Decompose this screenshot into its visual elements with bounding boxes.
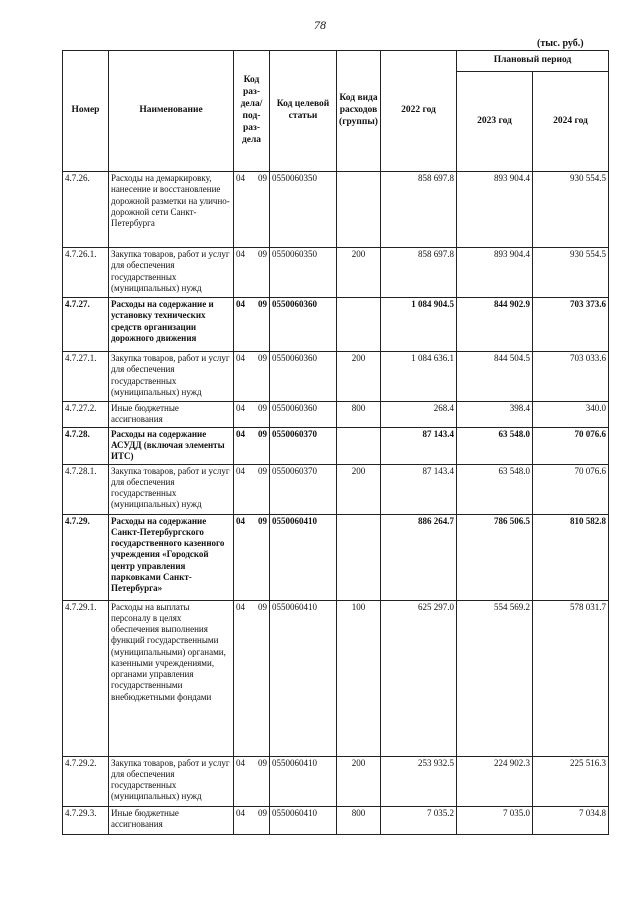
- row-value-2022: 7 035.2: [381, 806, 457, 834]
- row-expense-code: [337, 298, 381, 352]
- row-section-code: 04: [236, 601, 245, 612]
- row-name: Расходы на содержание АСУДД (включая элементы ИТС): [109, 427, 234, 464]
- row-section-code: 04: [236, 249, 245, 259]
- row-value-2022: 1 084 904.5: [381, 298, 457, 352]
- row-number: 4.7.29.3.: [63, 806, 109, 834]
- row-name: Закупка товаров, работ и услуг для обеспечения государственных (муниципальных) нужд: [109, 464, 234, 514]
- page-number: 78: [314, 18, 326, 32]
- budget-table: [62, 50, 609, 835]
- row-value-2024: 578 031.7: [533, 600, 609, 756]
- row-section: [234, 806, 270, 834]
- row-value-2022: 1 084 636.1: [381, 352, 457, 402]
- row-subsection-code: 09: [258, 757, 267, 768]
- row-number: 4.7.26.: [63, 172, 109, 248]
- row-value-2023: 844 902.9: [457, 298, 533, 352]
- row-target-code: 0550060410: [270, 806, 337, 834]
- row-name: Закупка товаров, работ и услуг для обеспечения государственных (муниципальных) нужд: [109, 756, 234, 806]
- row-number: 4.7.29.: [63, 514, 109, 600]
- row-value-2023: 224 902.3: [457, 756, 533, 806]
- row-subsection-code: 09: [258, 515, 267, 526]
- row-number: 4.7.29.2.: [63, 756, 109, 806]
- row-value-2023: 844 504.5: [457, 352, 533, 402]
- row-subsection-code: 09: [258, 428, 267, 439]
- row-section: [234, 756, 270, 806]
- row-subsection-code: 09: [258, 403, 267, 413]
- row-value-2024: 70 076.6: [533, 427, 609, 464]
- row-expense-code: 200: [337, 352, 381, 402]
- row-target-code: 0550060360: [270, 352, 337, 402]
- row-expense-code: 800: [337, 806, 381, 834]
- row-section-code: 04: [236, 428, 245, 439]
- row-number: 4.7.27.: [63, 298, 109, 352]
- row-section: [234, 352, 270, 402]
- table-row: [63, 514, 609, 600]
- row-number: 4.7.29.1.: [63, 600, 109, 756]
- row-section-code: 04: [236, 353, 245, 363]
- row-value-2022: 87 143.4: [381, 427, 457, 464]
- row-subsection-code: 09: [258, 807, 267, 818]
- header-2023: 2023 год: [457, 72, 533, 172]
- row-name: Иные бюджетные ассигнования: [109, 806, 234, 834]
- header-2022: 2022 год: [381, 51, 457, 172]
- row-section: [234, 172, 270, 248]
- row-value-2023: 893 904.4: [457, 172, 533, 248]
- row-target-code: 0550060360: [270, 402, 337, 428]
- row-name: Иные бюджетные ассигнования: [109, 402, 234, 428]
- row-value-2024: 340.0: [533, 402, 609, 428]
- row-value-2023: 398.4: [457, 402, 533, 428]
- row-value-2023: 786 506.5: [457, 514, 533, 600]
- header-expense: Код вида расходов (группы): [337, 51, 381, 172]
- row-target-code: 0550060410: [270, 514, 337, 600]
- row-section-code: 04: [236, 807, 245, 818]
- row-value-2024: 70 076.6: [533, 464, 609, 514]
- table-row: [63, 248, 609, 298]
- row-value-2022: 858 697.8: [381, 248, 457, 298]
- row-number: 4.7.28.1.: [63, 464, 109, 514]
- row-target-code: 0550060350: [270, 248, 337, 298]
- row-number: 4.7.27.2.: [63, 402, 109, 428]
- row-expense-code: 800: [337, 402, 381, 428]
- row-number: 4.7.28.: [63, 427, 109, 464]
- header-target: Код целевой статьи: [270, 51, 337, 172]
- row-section: [234, 402, 270, 428]
- row-name: Закупка товаров, работ и услуг для обеспечения государственных (муниципальных) нужд: [109, 248, 234, 298]
- table-row: [63, 402, 609, 428]
- row-section-code: 04: [236, 299, 245, 309]
- row-expense-code: [337, 514, 381, 600]
- row-section: [234, 514, 270, 600]
- row-value-2024: 225 516.3: [533, 756, 609, 806]
- header-number: Номер: [63, 51, 109, 172]
- table-row: [63, 172, 609, 248]
- row-section: [234, 298, 270, 352]
- row-section-code: 04: [236, 173, 245, 183]
- row-subsection-code: 09: [258, 353, 267, 363]
- row-target-code: 0550060360: [270, 298, 337, 352]
- row-section: [234, 600, 270, 756]
- row-subsection-code: 09: [258, 299, 267, 309]
- row-value-2022: 253 932.5: [381, 756, 457, 806]
- row-subsection-code: 09: [258, 173, 267, 183]
- row-subsection-code: 09: [258, 601, 267, 612]
- table-row: [63, 600, 609, 756]
- row-name: Расходы на содержание Санкт-Петербургского государственного казенного учреждения «Городской центр управления парковками Санкт-Петербурга»: [109, 514, 234, 600]
- row-section: [234, 427, 270, 464]
- row-target-code: 0550060350: [270, 172, 337, 248]
- row-number: 4.7.27.1.: [63, 352, 109, 402]
- row-value-2024: 930 554.5: [533, 172, 609, 248]
- row-value-2022: 886 264.7: [381, 514, 457, 600]
- row-value-2022: 87 143.4: [381, 464, 457, 514]
- row-number: 4.7.26.1.: [63, 248, 109, 298]
- row-value-2024: 810 582.8: [533, 514, 609, 600]
- row-expense-code: 200: [337, 248, 381, 298]
- row-value-2022: 858 697.8: [381, 172, 457, 248]
- table-row: [63, 352, 609, 402]
- row-value-2024: 930 554.5: [533, 248, 609, 298]
- row-expense-code: 200: [337, 464, 381, 514]
- table-row: [63, 298, 609, 352]
- row-expense-code: [337, 172, 381, 248]
- row-target-code: 0550060410: [270, 600, 337, 756]
- row-section-code: 04: [236, 515, 245, 526]
- table-row: [63, 464, 609, 514]
- table-row: [63, 756, 609, 806]
- row-value-2024: 703 033.6: [533, 352, 609, 402]
- row-target-code: 0550060370: [270, 427, 337, 464]
- row-value-2024: 703 373.6: [533, 298, 609, 352]
- row-value-2023: 63 548.0: [457, 464, 533, 514]
- row-section: [234, 464, 270, 514]
- row-section-code: 04: [236, 403, 245, 413]
- row-value-2022: 268.4: [381, 402, 457, 428]
- row-section: [234, 248, 270, 298]
- row-name: Расходы на выплаты персоналу в целях обеспечения выполнения функций государственными (муниципальными) органами, казенными учреждениями, органами управления государственными внебюджетными фондами: [109, 600, 234, 756]
- row-name: Закупка товаров, работ и услуг для обеспечения государственных (муниципальных) нужд: [109, 352, 234, 402]
- header-planned: Плановый период: [457, 51, 609, 72]
- row-expense-code: 100: [337, 600, 381, 756]
- row-expense-code: [337, 427, 381, 464]
- row-target-code: 0550060370: [270, 464, 337, 514]
- row-value-2023: 7 035.0: [457, 806, 533, 834]
- header-2024: 2024 год: [533, 72, 609, 172]
- table-row: [63, 806, 609, 834]
- row-subsection-code: 09: [258, 465, 267, 476]
- row-value-2024: 7 034.8: [533, 806, 609, 834]
- row-section-code: 04: [236, 757, 245, 768]
- units-label: (тыс. руб.): [537, 38, 584, 49]
- row-name: Расходы на демаркировку, нанесение и восстановление дорожной разметки на улично-дорожной сети Санкт-Петербурга: [109, 172, 234, 248]
- header-section: Код раз-дела/ под-раз-дела: [234, 51, 270, 172]
- row-subsection-code: 09: [258, 249, 267, 259]
- table-row: [63, 427, 609, 464]
- row-value-2023: 554 569.2: [457, 600, 533, 756]
- header-name: Наименование: [109, 51, 234, 172]
- row-value-2022: 625 297.0: [381, 600, 457, 756]
- row-expense-code: 200: [337, 756, 381, 806]
- row-target-code: 0550060410: [270, 756, 337, 806]
- row-value-2023: 893 904.4: [457, 248, 533, 298]
- row-section-code: 04: [236, 465, 245, 476]
- row-value-2023: 63 548.0: [457, 427, 533, 464]
- row-name: Расходы на содержание и установку технических средств организации дорожного движения: [109, 298, 234, 352]
